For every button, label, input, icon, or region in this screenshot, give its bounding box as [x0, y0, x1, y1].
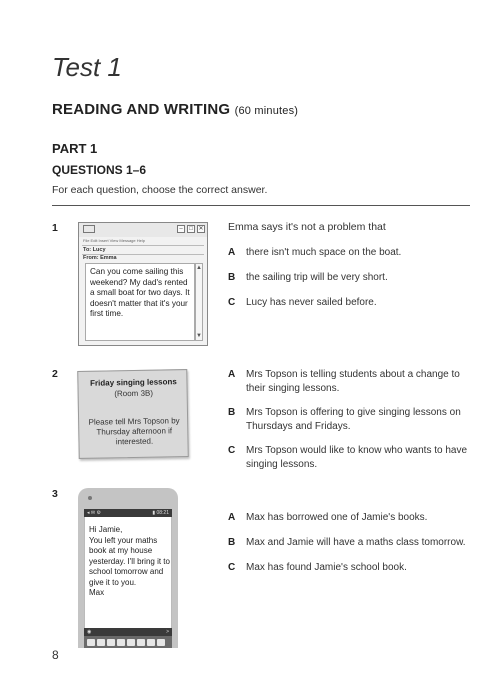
part-heading: PART 1	[52, 141, 98, 156]
option-letter: A	[228, 369, 236, 380]
phone	[78, 488, 178, 648]
email-to: To: Lucy	[83, 247, 106, 253]
option-text: Max has borrowed one of Jamie's books.	[246, 512, 428, 523]
questions-heading: QUESTIONS 1–6	[52, 163, 147, 177]
key	[87, 639, 95, 646]
email-titlebar	[79, 223, 207, 237]
sticky-note	[77, 369, 189, 459]
scroll-down-icon: ▼	[196, 333, 202, 339]
phone-screen	[84, 517, 172, 628]
option-text: there isn't much space on the boat.	[246, 247, 402, 258]
envelope-icon	[83, 225, 95, 233]
section-title-text: READING AND WRITING	[52, 101, 231, 118]
option-b	[228, 406, 468, 434]
camera-button-icon: ◉	[87, 629, 92, 635]
status-time: ▮ 08:21	[152, 510, 169, 516]
key	[107, 639, 115, 646]
minimize-icon: –	[177, 225, 185, 233]
phone-nav-bar	[84, 628, 172, 636]
option-text: Lucy has never sailed before.	[246, 297, 377, 308]
option-text: the sailing trip will be very short.	[246, 272, 388, 283]
divider	[82, 245, 204, 246]
question-number: 3	[52, 488, 58, 500]
option-c	[228, 444, 468, 472]
key	[157, 639, 165, 646]
close-icon: ✕	[198, 226, 204, 232]
email-window	[78, 222, 208, 346]
option-letter: B	[228, 272, 236, 283]
email-scrollbar	[195, 263, 203, 341]
scroll-up-icon: ▲	[196, 265, 202, 271]
message-greeting: Hi Jamie,	[89, 525, 123, 534]
option-b	[228, 271, 468, 285]
option-letter: A	[228, 512, 236, 523]
option-text: Mrs Topson is telling students about a change to their singing lessons.	[246, 369, 460, 394]
message-body: You left your maths book at my house yesterday. I'll bring it to school tomorrow and give it to you.	[89, 535, 170, 587]
option-a	[228, 246, 468, 260]
option-letter: C	[228, 297, 236, 308]
question-number: 1	[52, 222, 58, 234]
note-body: Please tell Mrs Topson by Thursday afternoon if interested.	[88, 416, 180, 447]
maximize-icon: □	[187, 225, 195, 233]
option-text: Max has found Jamie's school book.	[246, 562, 407, 573]
divider	[52, 205, 470, 206]
option-a	[228, 368, 468, 396]
email-body: Can you come sailing this weekend? My dad's rented a small boat for two days. It doesn't matter that it's your first time.	[90, 267, 190, 318]
email-menu: File Edit Insert View Message Help	[83, 238, 145, 243]
camera-icon	[88, 496, 92, 500]
email-from: From: Emma	[83, 255, 117, 261]
phone-status-bar	[84, 509, 172, 517]
text-message	[89, 525, 171, 599]
option-a	[228, 511, 468, 525]
send-arrow-icon: >	[166, 629, 169, 635]
key	[137, 639, 145, 646]
status-icons: ◂ ✉ ⚙	[87, 510, 101, 516]
key	[117, 639, 125, 646]
note-title: Friday singing lessons	[90, 377, 177, 388]
option-letter: C	[228, 562, 236, 573]
section-title	[52, 101, 298, 118]
option-text: Mrs Topson would like to know who wants to have singing lessons.	[246, 445, 468, 470]
page-number: 8	[52, 648, 59, 662]
question-stem: Emma says it's not a problem that	[228, 221, 386, 233]
option-letter: A	[228, 247, 236, 258]
option-letter: B	[228, 537, 236, 548]
option-text: Mrs Topson is offering to give singing lessons on Thursdays and Fridays.	[246, 407, 461, 432]
key	[127, 639, 135, 646]
option-letter: B	[228, 407, 236, 418]
option-text: Max and Jamie will have a maths class tomorrow.	[246, 537, 466, 548]
phone-keyboard	[84, 636, 172, 648]
key	[147, 639, 155, 646]
option-b	[228, 536, 468, 550]
key	[97, 639, 105, 646]
test-title: Test 1	[52, 52, 122, 82]
instruction-text: For each question, choose the correct answer.	[52, 184, 268, 196]
note-room: (Room 3B)	[114, 388, 154, 399]
question-number: 2	[52, 368, 58, 380]
option-c	[228, 561, 468, 575]
option-c	[228, 296, 468, 310]
option-letter: C	[228, 445, 236, 456]
message-signature: Max	[89, 588, 105, 597]
section-duration: (60 minutes)	[234, 105, 299, 117]
email-body-box	[85, 263, 195, 341]
